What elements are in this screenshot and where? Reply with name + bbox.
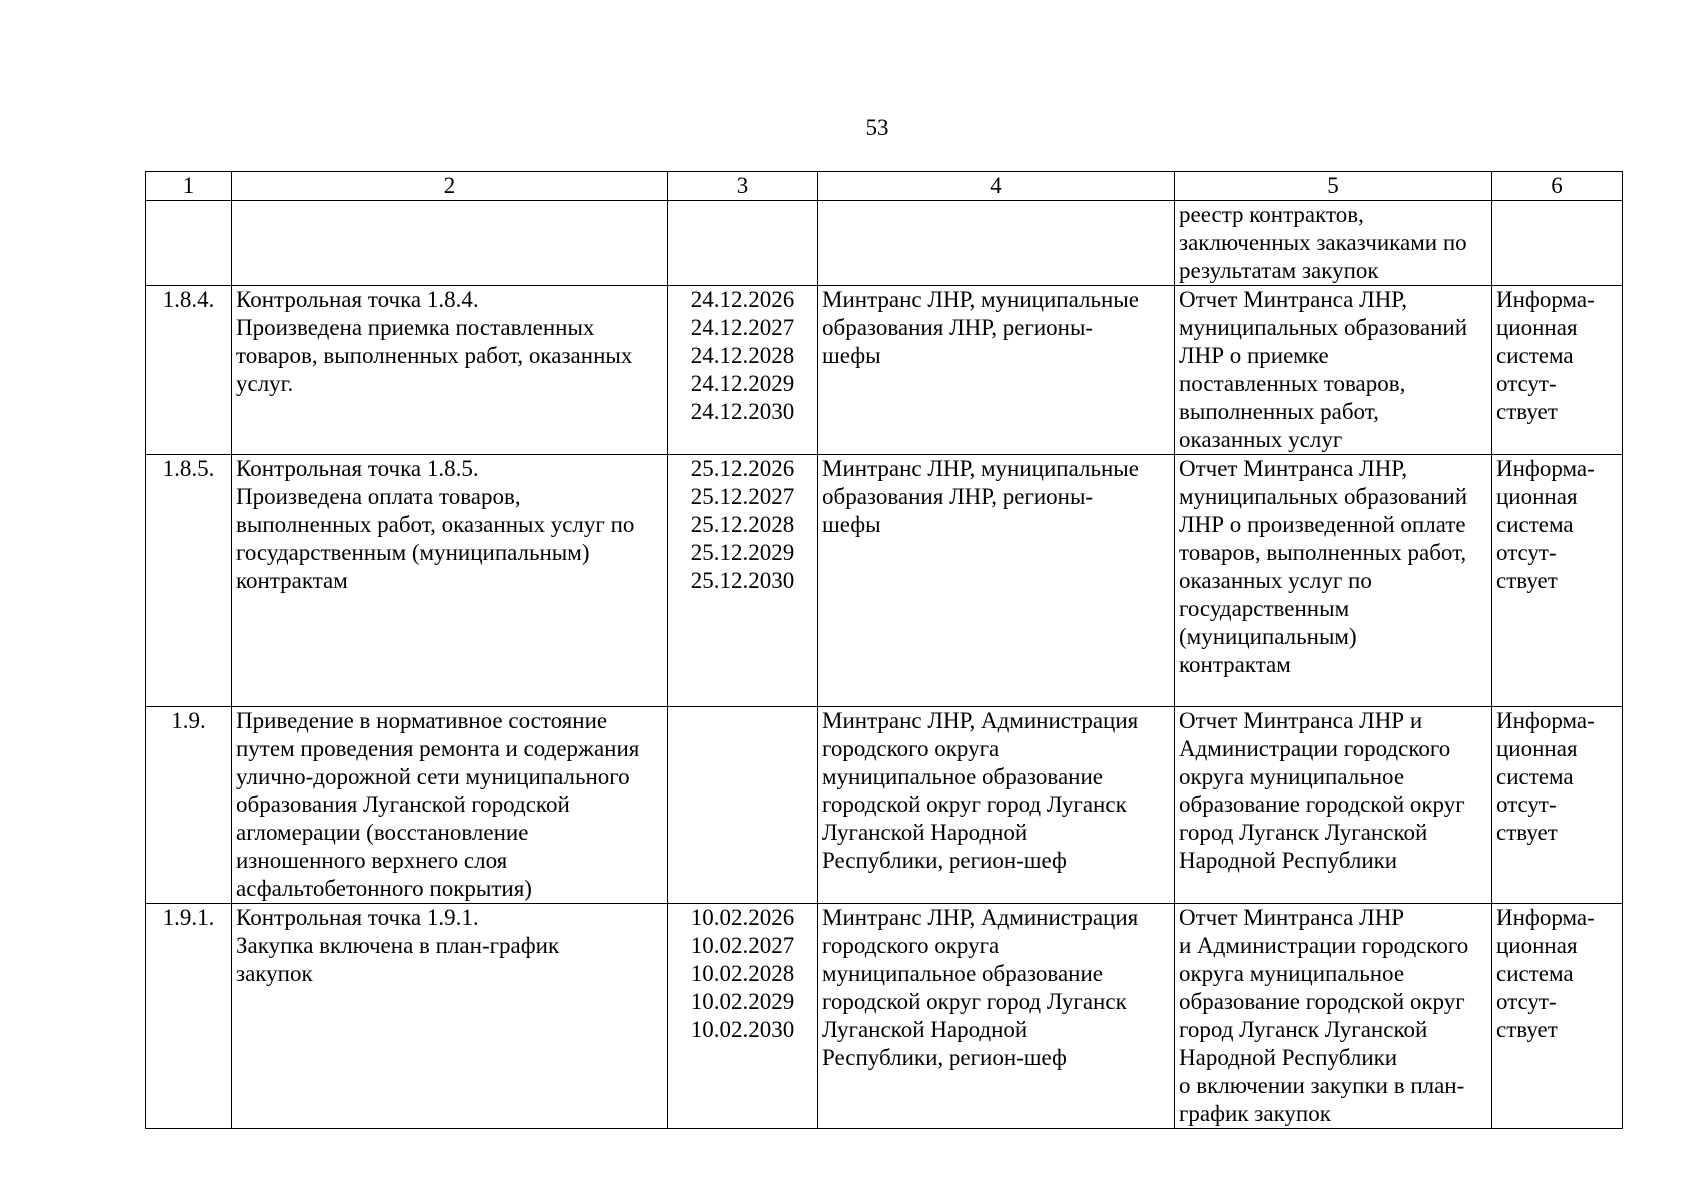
dates-cell [668,707,818,904]
text-line: Информа- [1496,708,1595,733]
text-line: Контрольная точка 1.9.1. [236,905,479,930]
text-line: государственным (муниципальным) [236,540,590,565]
text-line: результатам закупок [1179,258,1379,283]
text-line: шефы [822,343,881,368]
system-cell [1492,904,1623,1129]
text-line: отсут- [1496,540,1557,565]
row-number-cell: 1.8.4. [146,286,232,455]
row-number-cell [146,201,232,286]
header-row [146,172,1623,201]
table-row [146,286,1623,455]
text-line: 10.02.2027 [690,933,795,958]
text-line: услуг. [236,371,294,396]
text-line: изношенного верхнего слоя [236,848,508,873]
text-line: товаров, выполненных работ, [1179,540,1467,565]
text-line: образования ЛНР, регионы- [822,315,1094,340]
text-line: контрактам [236,568,348,593]
text-line: 24.12.2028 [690,343,795,368]
column-header-5: 5 [1175,172,1492,201]
text-line: ствует [1496,568,1558,593]
text-line: образование городской округ [1179,989,1465,1014]
text-line: Информа- [1496,287,1595,312]
system-cell [1492,455,1623,707]
text-line: Информа- [1496,456,1595,481]
responsible-cell [818,201,1175,286]
text-line: контрактам [1179,652,1291,677]
text-line: ствует [1496,1017,1558,1042]
result-cell [1175,707,1492,904]
system-cell [1492,707,1623,904]
text-line: Минтранс ЛНР, Администрация [822,708,1139,733]
system-cell [1492,201,1623,286]
text-line: ционная [1496,484,1578,509]
text-line: Минтранс ЛНР, муниципальные [822,456,1139,481]
text-line: 10.02.2029 [690,989,795,1014]
text-line: Отчет Минтранса ЛНР и [1179,708,1423,733]
text-line: улично-дорожной сети муниципального [236,764,630,789]
text-line: товаров, выполненных работ, оказанных [236,343,633,368]
system-cell [1492,286,1623,455]
text-line: система [1496,512,1574,537]
result-cell [1175,904,1492,1129]
text-line: закупок [236,961,313,986]
text-line: реестр контрактов, [1179,202,1364,227]
text-line: Отчет Минтранса ЛНР, [1179,287,1407,312]
text-line: путем проведения ремонта и содержания [236,736,640,761]
text-line: округа муниципальное [1179,961,1405,986]
text-line: Отчет Минтранса ЛНР, [1179,456,1407,481]
row-number-cell: 1.9. [146,707,232,904]
text-line: система [1496,343,1574,368]
text-line: Народной Республики [1179,848,1398,873]
text-line: городской округ город Луганск [822,989,1127,1014]
text-line: Произведена приемка поставленных [236,315,595,340]
text-line: ствует [1496,820,1558,845]
text-line: Луганской Народной [822,820,1028,845]
text-line: Минтранс ЛНР, муниципальные [822,287,1139,312]
text-line: 25.12.2029 [690,540,795,565]
dates-cell [668,201,818,286]
text-line: ствует [1496,399,1558,424]
text-line: 25.12.2027 [690,484,795,509]
text-line: 10.02.2026 [690,905,795,930]
text-line: 24.12.2030 [690,399,795,424]
text-line: асфальтобетонного покрытия) [236,876,532,901]
text-line: муниципальное образование [822,764,1103,789]
column-header-6: 6 [1492,172,1623,201]
table-row [146,904,1623,1129]
text-line: округа муниципальное [1179,764,1405,789]
text-line: 10.02.2030 [690,1017,795,1042]
text-line: отсут- [1496,792,1557,817]
text-line: 25.12.2026 [690,456,795,481]
text-line: заключенных заказчиками по [1179,230,1467,255]
text-line: Произведена оплата товаров, [236,484,521,509]
text-line: отсут- [1496,989,1557,1014]
result-cell [1175,201,1492,286]
result-cell [1175,286,1492,455]
row-number-cell: 1.8.5. [146,455,232,707]
text-line: система [1496,961,1574,986]
text-line: оказанных услуг по [1179,568,1372,593]
page-number: 53 [865,115,889,140]
result-cell [1175,455,1492,707]
text-line: о включении закупки в план- [1179,1073,1465,1098]
text-line: отсут- [1496,371,1557,396]
text-line: система [1496,764,1574,789]
table-row [146,201,1623,286]
text-line: 24.12.2027 [690,315,795,340]
text-line: 24.12.2026 [690,287,795,312]
text-line: образование городской округ [1179,792,1465,817]
dates-cell [668,904,818,1129]
text-line: ционная [1496,315,1578,340]
text-line: (муниципальным) [1179,624,1357,649]
text-line: ЛНР о приемке [1179,343,1329,368]
text-line: агломерации (восстановление [236,820,529,845]
column-header-3: 3 [668,172,818,201]
text-line: 24.12.2029 [690,371,795,396]
event-name-cell [232,904,668,1129]
text-line: ционная [1496,736,1578,761]
column-header-2: 2 [232,172,668,201]
text-line: город Луганск Луганской [1179,1017,1428,1042]
text-line: Администрации городского [1179,736,1451,761]
text-line: городской округ город Луганск [822,792,1127,817]
text-line: Республики, регион-шеф [822,1045,1067,1070]
text-line: городского округа [822,933,1000,958]
text-line: образования ЛНР, регионы- [822,484,1094,509]
text-line: 10.02.2028 [690,961,795,986]
table-row [146,707,1623,904]
text-line: и Администрации городского [1179,933,1469,958]
text-line: 25.12.2028 [690,512,795,537]
text-line: образования Луганской городской [236,792,570,817]
text-line: Приведение в нормативное состояние [236,708,608,733]
text-line: выполненных работ, оказанных услуг по [236,512,635,537]
text-line: муниципальное образование [822,961,1103,986]
text-line: Республики, регион-шеф [822,848,1067,873]
text-line: Контрольная точка 1.8.4. [236,287,479,312]
text-line: муниципальных образований [1179,484,1468,509]
event-name-cell [232,707,668,904]
text-line: выполненных работ, [1179,399,1379,424]
text-line: шефы [822,512,881,537]
dates-cell [668,455,818,707]
responsible-cell [818,707,1175,904]
text-line: муниципальных образований [1179,315,1468,340]
text-line: Отчет Минтранса ЛНР [1179,905,1405,930]
plan-table [145,171,1623,1129]
responsible-cell [818,286,1175,455]
text-line: государственным [1179,596,1350,621]
event-name-cell [232,286,668,455]
text-line: оказанных услуг [1179,427,1343,452]
text-line: Луганской Народной [822,1017,1028,1042]
column-header-4: 4 [818,172,1175,201]
text-line: поставленных товаров, [1179,371,1406,396]
text-line: Контрольная точка 1.8.5. [236,456,479,481]
text-line: Народной Республики [1179,1045,1398,1070]
table-row [146,455,1623,707]
dates-cell [668,286,818,455]
text-line: ционная [1496,933,1578,958]
text-line: Закупка включена в план-график [236,933,560,958]
row-number-cell: 1.9.1. [146,904,232,1129]
text-line: график закупок [1179,1101,1331,1126]
text-line: Информа- [1496,905,1595,930]
text-line: городского округа [822,736,1000,761]
event-name-cell [232,201,668,286]
column-header-1: 1 [146,172,232,201]
text-line: 25.12.2030 [690,568,795,593]
event-name-cell [232,455,668,707]
text-line: ЛНР о произведенной оплате [1179,512,1466,537]
responsible-cell [818,455,1175,707]
responsible-cell [818,904,1175,1129]
text-line: Минтранс ЛНР, Администрация [822,905,1139,930]
text-line: город Луганск Луганской [1179,820,1428,845]
